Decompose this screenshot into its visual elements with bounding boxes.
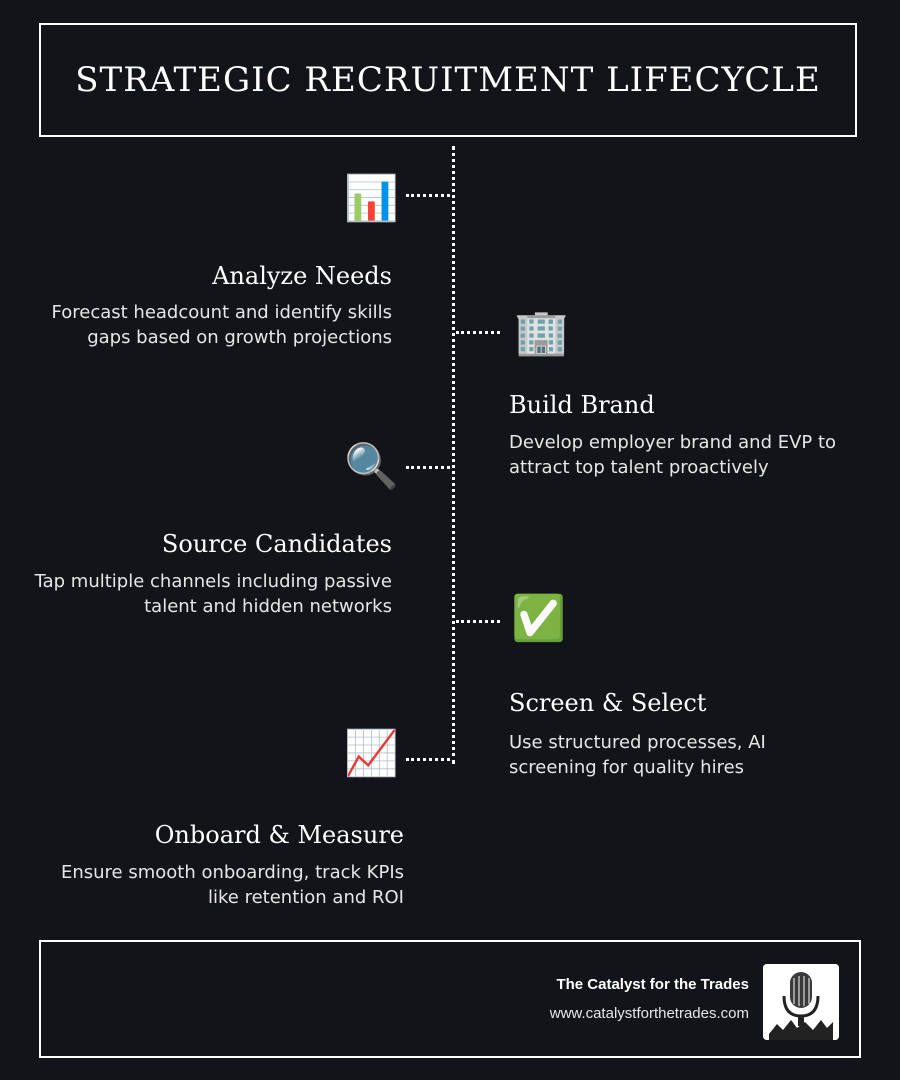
footer-website-link[interactable]: www.catalystforthetrades.com: [549, 1005, 749, 1022]
step-title-analyze-needs: Analyze Needs: [212, 262, 392, 290]
step-desc-source-candidates: Tap multiple channels including passive talent and hidden networks: [34, 571, 392, 617]
step-connector: [406, 466, 450, 469]
step-title-source-candidates: Source Candidates: [161, 530, 392, 558]
step-desc-onboard-measure: Ensure smooth onboarding, track KPIs like retention and ROI: [60, 862, 404, 908]
step-title-screen-select: Screen & Select: [509, 689, 707, 717]
timeline-spine: [452, 146, 455, 764]
page-title: STRATEGIC RECRUITMENT LIFECYCLE: [75, 60, 821, 100]
step-title-onboard-measure: Onboard & Measure: [154, 821, 404, 849]
check-mark-icon: ✅: [511, 593, 566, 644]
step-desc-analyze-needs: Forecast headcount and identify skills gaps based on growth projections: [51, 302, 392, 348]
step-connector: [406, 758, 450, 761]
chart-increasing-icon: 📈: [344, 728, 399, 779]
step-connector: [456, 620, 500, 623]
magnifying-glass-icon: 🔍: [344, 441, 399, 492]
microphone-logo-icon: [763, 964, 839, 1040]
step-connector: [406, 194, 450, 197]
step-connector: [456, 331, 500, 334]
bar-chart-icon: 📊: [344, 173, 399, 224]
step-title-build-brand: Build Brand: [509, 391, 655, 419]
step-desc-screen-select: Use structured processes, AI screening for quality hires: [509, 732, 766, 778]
footer-brand-name: The Catalyst for the Trades: [556, 976, 749, 993]
title-banner: [39, 23, 857, 137]
footer-banner: [39, 940, 861, 1058]
step-desc-build-brand: Develop employer brand and EVP to attract top talent proactively: [509, 432, 837, 478]
office-building-icon: 🏢: [514, 307, 569, 358]
